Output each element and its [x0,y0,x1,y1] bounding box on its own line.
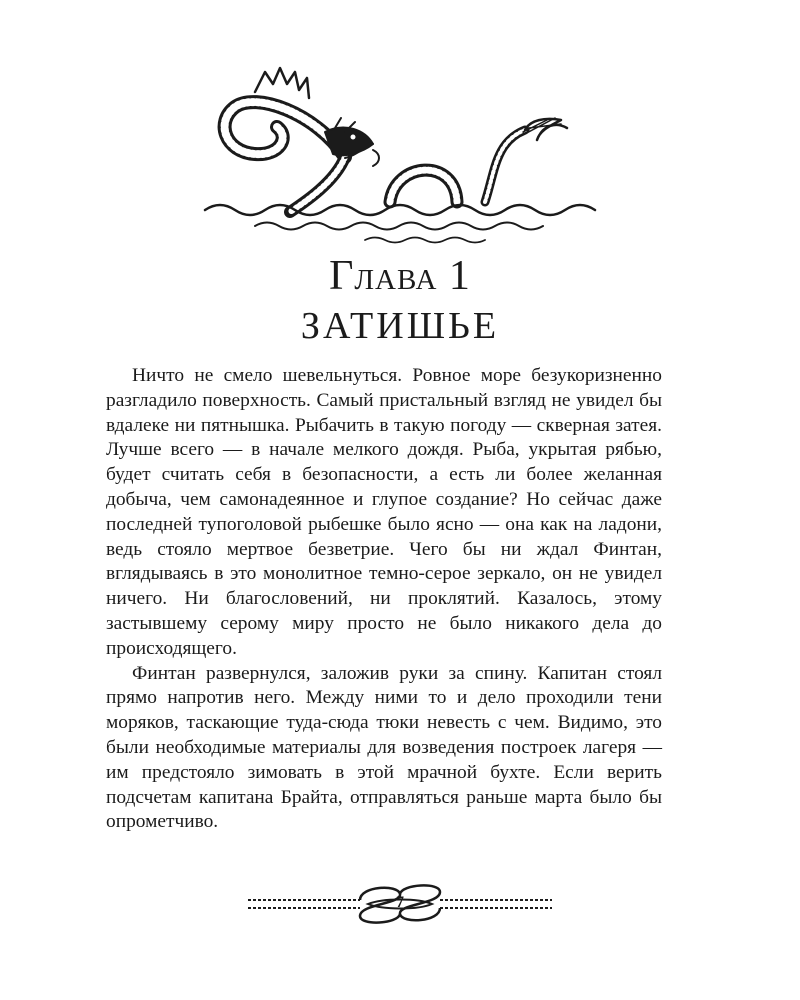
paragraph: Ничто не смело шевельнуться. Ровное море безукоризненно разгладило поверхность. Самый пристальный взгляд не увидел бы вдалеке ни пятнышка. Рыбачить в такую погоду — скверная затея. Лучше всего — в начале мелкого дождя. Рыба, укрытая рябью, будет считать себя в безопасности, а есть ли более желанная добыча, чем самонадеянное и глупое создание? Но сейчас даже последней тупоголовой рыбешке было ясно — она как на ладони, ведь стояло мертвое безветрие. Чего бы ни ждал Финтан, вглядываясь в это монолитное темно-серое зеркало, он не увидел ничего. Ни благословений, ни проклятий. Казалось, этому застывшему серому миру просто не было никакого дела до происходящего. [106,365,662,659]
chapter-number: Глава 1 [329,253,471,299]
chapter-heading [0,252,800,350]
page-number: 7 [396,894,404,911]
paragraph: Финтан развернулся, заложив руки за спину. Капитан стоял прямо напротив него. Между ними то и дело проходили тени моряков, таскающие туда-сюда тюки невесть с чем. Видимо, это были необходимые материалы для возведения построек лагеря — им предстояло зимовать в этой мрачной бухте. Если верить подсчетам капитана Брайта, отправляться раньше марта было бы опрометчиво. [106,662,662,833]
chapter-body [106,364,662,835]
chapter-title: ЗАТИШЬЕ [300,305,500,347]
sea-serpent-illustration [195,62,605,252]
